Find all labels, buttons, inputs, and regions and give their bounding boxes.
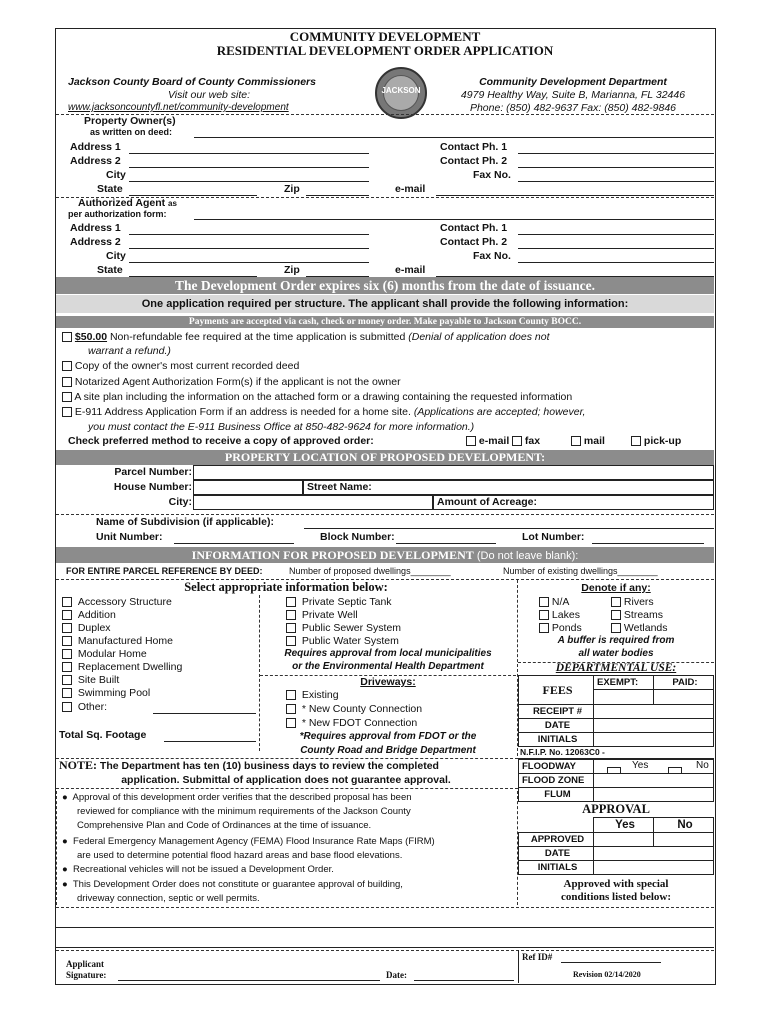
drive-county[interactable]	[286, 703, 422, 715]
approval-yes-label: Yes	[593, 817, 654, 833]
water-streams-label: Streams	[623, 609, 664, 621]
house-field[interactable]	[193, 480, 303, 495]
note-text1: The Department has ten (10) business days to review the completed	[97, 760, 439, 772]
fee-amount: $50.00	[74, 331, 108, 343]
site-plan-requirement	[62, 391, 572, 403]
owner-contact1-field[interactable]	[518, 153, 714, 154]
owner-contact2-label: Contact Ph. 2	[440, 155, 508, 167]
method-mail[interactable]	[571, 435, 605, 447]
method-pickup-checkbox[interactable]	[631, 436, 641, 446]
board-name: Jackson County Board of County Commissioners	[68, 76, 316, 88]
payments-banner: Payments are accepted via cash, check or money order. Make payable to Jackson County BOCC.	[56, 316, 714, 328]
approval-initials-field[interactable]	[593, 860, 714, 875]
approval-date-field[interactable]	[593, 846, 714, 861]
department-phone: Phone: (850) 482-9637 Fax: (850) 482-9846	[469, 102, 677, 114]
approved-yes-field[interactable]	[593, 832, 654, 847]
owner-contact2-field[interactable]	[518, 167, 714, 168]
type-manufactured-checkbox[interactable]	[62, 636, 72, 646]
drive-existing-checkbox[interactable]	[286, 690, 296, 700]
agent-zip-label: Zip	[284, 264, 300, 276]
info-banner-note: (Do not leave blank):	[473, 550, 579, 562]
water-wetlands-label: Wetlands	[623, 622, 668, 634]
driveways-note1: *Requires approval from FDOT or the	[299, 731, 477, 742]
parcel-field[interactable]	[193, 465, 714, 480]
util-water-label: Public Water System	[301, 635, 399, 647]
owner-fax-label: Fax No.	[473, 169, 511, 181]
method-email-checkbox[interactable]	[466, 436, 476, 446]
signature-field[interactable]	[118, 980, 380, 981]
agent-address1-field[interactable]	[129, 234, 369, 235]
bullet-1-line2: reviewed for compliance with the minimum requirements of the Jackson County	[77, 806, 411, 817]
water-wetlands-checkbox[interactable]	[611, 623, 621, 633]
bullet-1-line1: Approval of this development order verifies that the described proposal has been	[72, 792, 412, 803]
info-banner	[56, 547, 714, 563]
buffer-note2: all water bodies	[578, 648, 654, 659]
approval-date-label: DATE	[518, 846, 594, 861]
date-footer-field[interactable]	[414, 980, 514, 981]
util-well-label: Private Well	[301, 609, 358, 621]
receipt-label: RECEIPT #	[518, 704, 594, 719]
type-pool-label: Swimming Pool	[77, 687, 151, 699]
initials-field[interactable]	[593, 732, 714, 747]
method-fax-checkbox[interactable]	[512, 436, 522, 446]
department-name: Community Development Department	[479, 76, 667, 88]
driveways-note2: County Road and Bridge Department	[300, 745, 476, 756]
water-rivers[interactable]	[611, 596, 654, 608]
owner-address2-field[interactable]	[129, 167, 369, 168]
note-text2: application. Submittal of application does not guarantee approval.	[121, 774, 451, 786]
drive-existing-label: Existing	[301, 689, 339, 701]
floodway-label: FLOODWAY	[518, 759, 594, 774]
type-site-built-label: Site Built	[77, 674, 120, 686]
paid-field[interactable]	[653, 689, 714, 705]
notarized-text: Notarized Agent Authorization Form(s) if the applicant is not the owner	[74, 376, 401, 388]
notarized-requirement	[62, 376, 401, 388]
form-title-line2: RESIDENTIAL DEVELOPMENT ORDER APPLICATION	[216, 43, 554, 58]
block-field[interactable]	[396, 543, 496, 544]
agent-address2-field[interactable]	[129, 248, 369, 249]
util-water-checkbox[interactable]	[286, 636, 296, 646]
util-sewer-label: Public Sewer System	[301, 622, 402, 634]
note-line1	[59, 758, 439, 773]
water-ponds-checkbox[interactable]	[539, 623, 549, 633]
revision-label: Revision 02/14/2020	[573, 970, 641, 979]
agent-contact2-field[interactable]	[518, 248, 714, 249]
receipt-field[interactable]	[593, 704, 714, 719]
bullet-3-line1: Recreational vehicles will not be issued a Development Order.	[73, 864, 334, 875]
note-label: NOTE:	[59, 758, 98, 772]
drive-fdot-checkbox[interactable]	[286, 718, 296, 728]
total-sq-label: Total Sq. Footage	[59, 729, 147, 741]
visit-label: Visit our web site:	[167, 89, 251, 101]
entire-parcel-label: FOR ENTIRE PARCEL REFERENCE BY DEED:	[66, 566, 263, 576]
conditions-line-1[interactable]	[56, 927, 714, 928]
approval-heading: APPROVAL	[582, 802, 650, 816]
agent-heading-text: Authorized Agent	[78, 197, 166, 209]
type-modular-label: Modular Home	[77, 648, 147, 660]
owner-zip-label: Zip	[284, 183, 300, 195]
bullet-1: ● Approval of this development order verifies that the described proposal has been reviewed for compliance with the minimum requirements of the Jackson County Comprehensive Plan and Code of Ordinances at the time of issuance.	[62, 792, 412, 831]
owner-state-label: State	[97, 183, 123, 195]
owner-heading: Property Owner(s)	[84, 115, 176, 127]
select-heading: Select appropriate information below:	[184, 580, 388, 594]
date-field[interactable]	[593, 718, 714, 733]
floodway-yes-label: Yes	[632, 760, 649, 771]
type-duplex[interactable]	[62, 622, 111, 634]
city-label: City:	[168, 496, 192, 508]
drive-county-checkbox[interactable]	[286, 704, 296, 714]
water-rivers-label: Rivers	[623, 596, 654, 608]
fee-italic: (Denial of application does not	[408, 331, 550, 343]
site-plan-text: A site plan including the information on the attached form or a drawing containing the requested information	[74, 391, 573, 403]
bullet-2: ● Federal Emergency Management Agency (FEMA) Flood Insurance Rate Maps (FIRM) are used to determine potential flood hazard areas and base flood elevations.	[62, 836, 435, 861]
util-well-checkbox[interactable]	[286, 610, 296, 620]
fee-text: Non-refundable fee required at the time application is submitted	[107, 331, 409, 343]
flum-field[interactable]	[593, 787, 714, 802]
exempt-field[interactable]	[593, 689, 654, 705]
deed-text: Copy of the owner's most current recorded deed	[74, 360, 300, 372]
subdivision-label: Name of Subdivision (if applicable):	[96, 516, 274, 528]
house-label: House Number:	[113, 481, 192, 493]
agent-fax-field[interactable]	[518, 262, 714, 263]
water-na-checkbox[interactable]	[539, 597, 549, 607]
owner-address1-field[interactable]	[129, 153, 369, 154]
owner-zip-field[interactable]	[306, 195, 369, 196]
info-banner-title: INFORMATION FOR PROPOSED DEVELOPMENT	[191, 548, 474, 562]
type-accessory-label: Accessory Structure	[77, 596, 172, 608]
type-addition-checkbox[interactable]	[62, 610, 72, 620]
deed-checkbox[interactable]	[62, 361, 72, 371]
water-ponds-label: Ponds	[551, 622, 582, 634]
bullet-4-line1: This Development Order does not constitute or guarantee approval of building,	[72, 879, 403, 890]
e911-requirement	[62, 406, 585, 418]
delivery-method-label: Check preferred method to receive a copy of approved order:	[68, 435, 374, 447]
flood-zone-field[interactable]	[593, 773, 714, 788]
denote-heading: Denote if any:	[581, 582, 651, 594]
agent-contact1-label: Contact Ph. 1	[440, 222, 508, 234]
lot-label: Lot Number:	[522, 531, 585, 543]
owner-address1-label: Address 1	[70, 141, 121, 153]
e911-text: E-911 Address Application Form if an address is needed for a home site.	[74, 406, 414, 418]
water-lakes[interactable]	[539, 609, 580, 621]
flum-label: FLUM	[518, 787, 594, 802]
util-septic-label: Private Septic Tank	[301, 596, 392, 608]
application-form	[55, 28, 716, 985]
type-manufactured-label: Manufactured Home	[77, 635, 173, 647]
block-label: Block Number:	[320, 531, 395, 543]
drive-existing[interactable]	[286, 689, 339, 701]
date-footer-label: Date:	[386, 970, 407, 980]
method-pickup-label: pick-up	[643, 435, 682, 447]
street-label: Street Name:	[307, 481, 372, 493]
parcel-label: Parcel Number:	[114, 466, 192, 478]
method-mail-checkbox[interactable]	[571, 436, 581, 446]
unit-field[interactable]	[174, 543, 294, 544]
water-na[interactable]	[539, 596, 569, 608]
agent-address1-label: Address 1	[70, 222, 121, 234]
util-sewer-checkbox[interactable]	[286, 623, 296, 633]
fee-checkbox[interactable]	[62, 332, 72, 342]
approved-no-field[interactable]	[653, 832, 714, 847]
agent-name-field[interactable]	[194, 219, 714, 220]
owner-fax-field[interactable]	[518, 181, 714, 182]
owner-email-field[interactable]	[436, 195, 714, 196]
drive-fdot[interactable]	[286, 717, 417, 729]
water-wetlands[interactable]	[611, 622, 668, 634]
special-conditions-1: Approved with special	[563, 878, 669, 890]
department-address: 4979 Healthy Way, Suite B, Marianna, FL 32446	[460, 89, 686, 101]
bullet-1-line3: Comprehensive Plan and Code of Ordinances at the time of issuance.	[77, 820, 372, 831]
expiry-banner: The Development Order expires six (6) months from the date of issuance.	[56, 277, 714, 294]
agent-contact1-field[interactable]	[518, 234, 714, 235]
water-ponds[interactable]	[539, 622, 582, 634]
method-email-label: e-mail	[478, 435, 510, 447]
water-na-label: N/A	[551, 596, 570, 608]
owner-city-label: City	[106, 169, 126, 181]
type-duplex-label: Duplex	[77, 622, 111, 634]
e911-italic-cont: you must contact the E-911 Business Office at 850-482-9624 for more information.)	[88, 421, 475, 433]
buffer-note1: A buffer is required from	[557, 635, 675, 646]
owner-state-field[interactable]	[129, 195, 257, 196]
util-well[interactable]	[286, 609, 358, 621]
bullet-4: ● This Development Order does not constitute or guarantee approval of building, driveway connection, septic or well permits.	[62, 879, 403, 904]
e911-checkbox[interactable]	[62, 407, 72, 417]
water-rivers-checkbox[interactable]	[611, 597, 621, 607]
type-replacement-label: Replacement Dwelling	[77, 661, 183, 673]
city-field[interactable]	[193, 495, 433, 510]
exempt-label: EXEMPT:	[593, 675, 654, 690]
type-accessory[interactable]	[62, 596, 172, 608]
bullet-2-line1: Federal Emergency Management Agency (FEMA) Flood Insurance Rate Maps (FIRM)	[73, 836, 435, 847]
owner-contact1-label: Contact Ph. 1	[440, 141, 508, 153]
acreage-label: Amount of Acreage:	[437, 496, 537, 508]
util-septic-checkbox[interactable]	[286, 597, 296, 607]
e911-italic: (Applications are accepted; however,	[413, 406, 586, 418]
bullet-3: ● Recreational vehicles will not be issued a Development Order.	[62, 864, 334, 875]
agent-heading-as: as	[168, 199, 177, 208]
driveways-heading: Driveways:	[360, 676, 416, 688]
deed-requirement	[62, 360, 299, 372]
ref-id-label: Ref ID#	[522, 952, 553, 962]
type-manufactured[interactable]	[62, 635, 173, 647]
site-plan-checkbox[interactable]	[62, 392, 72, 402]
nfip-label: N.F.I.P. No. 12063C0 -	[520, 747, 605, 757]
initials-label: INITIALS	[518, 732, 594, 747]
method-fax-label: fax	[524, 435, 541, 447]
delivery-method-row	[68, 435, 374, 447]
website-link[interactable]: www.jacksoncountyfl.net/community-development	[68, 102, 289, 113]
approval-initials-label: INITIALS	[518, 860, 594, 875]
seal-lettering: JACKSON	[381, 86, 421, 95]
water-lakes-checkbox[interactable]	[539, 610, 549, 620]
owner-email-label: e-mail	[395, 183, 426, 195]
agent-fax-label: Fax No.	[473, 250, 511, 262]
type-other[interactable]	[62, 701, 107, 713]
type-site-built[interactable]	[62, 674, 119, 686]
method-mail-label: mail	[583, 435, 605, 447]
approval-no-label: No	[653, 817, 714, 833]
owner-address2-label: Address 2	[70, 155, 121, 167]
county-seal-icon	[375, 67, 427, 119]
total-sq-field[interactable]	[164, 741, 256, 742]
existing-dwellings: Number of existing dwellings________	[503, 566, 658, 576]
one-application-notice: One application required per structure. The applicant shall provide the following information:	[56, 295, 714, 313]
agent-email-label: e-mail	[395, 264, 426, 276]
approved-label: APPROVED	[518, 832, 594, 847]
agent-state-label: State	[97, 264, 123, 276]
type-duplex-checkbox[interactable]	[62, 623, 72, 633]
type-site-built-checkbox[interactable]	[62, 675, 72, 685]
fee-requirement	[62, 331, 550, 343]
type-other-label: Other:	[77, 701, 108, 713]
ref-id-field[interactable]	[561, 962, 661, 963]
conditions-line-2[interactable]	[56, 947, 714, 948]
other-field[interactable]	[153, 713, 256, 714]
agent-city-field[interactable]	[129, 262, 369, 263]
bullet-4-line2: driveway connection, septic or well permits.	[77, 893, 260, 904]
notarized-checkbox[interactable]	[62, 377, 72, 387]
flood-zone-label: FLOOD ZONE	[518, 773, 594, 788]
drive-county-label: * New County Connection	[301, 703, 423, 715]
type-other-checkbox[interactable]	[62, 702, 72, 712]
agent-heading	[78, 197, 177, 209]
agent-contact2-label: Contact Ph. 2	[440, 236, 508, 248]
type-replacement-checkbox[interactable]	[62, 662, 72, 672]
agent-address2-label: Address 2	[70, 236, 121, 248]
method-email[interactable]	[466, 435, 509, 447]
method-pickup[interactable]	[631, 435, 681, 447]
fee-italic-cont: warrant a refund.)	[88, 345, 171, 357]
owner-city-field[interactable]	[129, 181, 369, 182]
paid-label: PAID:	[653, 675, 714, 690]
type-addition-label: Addition	[77, 609, 116, 621]
type-modular[interactable]	[62, 648, 147, 660]
util-water[interactable]	[286, 635, 399, 647]
owner-name-field[interactable]	[194, 137, 714, 138]
water-streams[interactable]	[611, 609, 663, 621]
lot-field[interactable]	[592, 543, 704, 544]
special-conditions-2: conditions listed below:	[560, 891, 671, 903]
utilities-note2: or the Environmental Health Department	[292, 661, 484, 672]
fees-label: FEES	[518, 675, 594, 705]
location-banner: PROPERTY LOCATION OF PROPOSED DEVELOPMENT:	[56, 450, 714, 465]
method-fax[interactable]	[512, 435, 540, 447]
dept-heading: DEPARTMENTAL USE:	[555, 662, 677, 674]
type-accessory-checkbox[interactable]	[62, 597, 72, 607]
applicant-label: Applicant	[66, 959, 105, 969]
form-title-line1: COMMUNITY DEVELOPMENT	[289, 29, 481, 44]
agent-sub: per authorization form:	[68, 209, 167, 219]
utilities-note1: Requires approval from local municipalities	[284, 648, 492, 659]
type-modular-checkbox[interactable]	[62, 649, 72, 659]
date-label: DATE	[518, 718, 594, 733]
signature-label: Signature:	[66, 970, 107, 980]
floodway-no-label: No	[696, 760, 709, 771]
agent-city-label: City	[106, 250, 126, 262]
owner-sub: as written on deed:	[90, 127, 173, 137]
unit-label: Unit Number:	[96, 531, 163, 543]
type-replacement[interactable]	[62, 661, 182, 673]
type-pool-checkbox[interactable]	[62, 688, 72, 698]
util-sewer[interactable]	[286, 622, 401, 634]
water-lakes-label: Lakes	[551, 609, 580, 621]
type-pool[interactable]	[62, 687, 150, 699]
type-addition[interactable]	[62, 609, 116, 621]
util-septic[interactable]	[286, 596, 392, 608]
subdivision-field[interactable]	[304, 528, 714, 529]
bullet-2-line2: are used to determine potential flood hazard areas and base flood elevations.	[77, 850, 403, 861]
proposed-dwellings: Number of proposed dwellings________	[289, 566, 451, 576]
drive-fdot-label: * New FDOT Connection	[301, 717, 418, 729]
water-streams-checkbox[interactable]	[611, 610, 621, 620]
